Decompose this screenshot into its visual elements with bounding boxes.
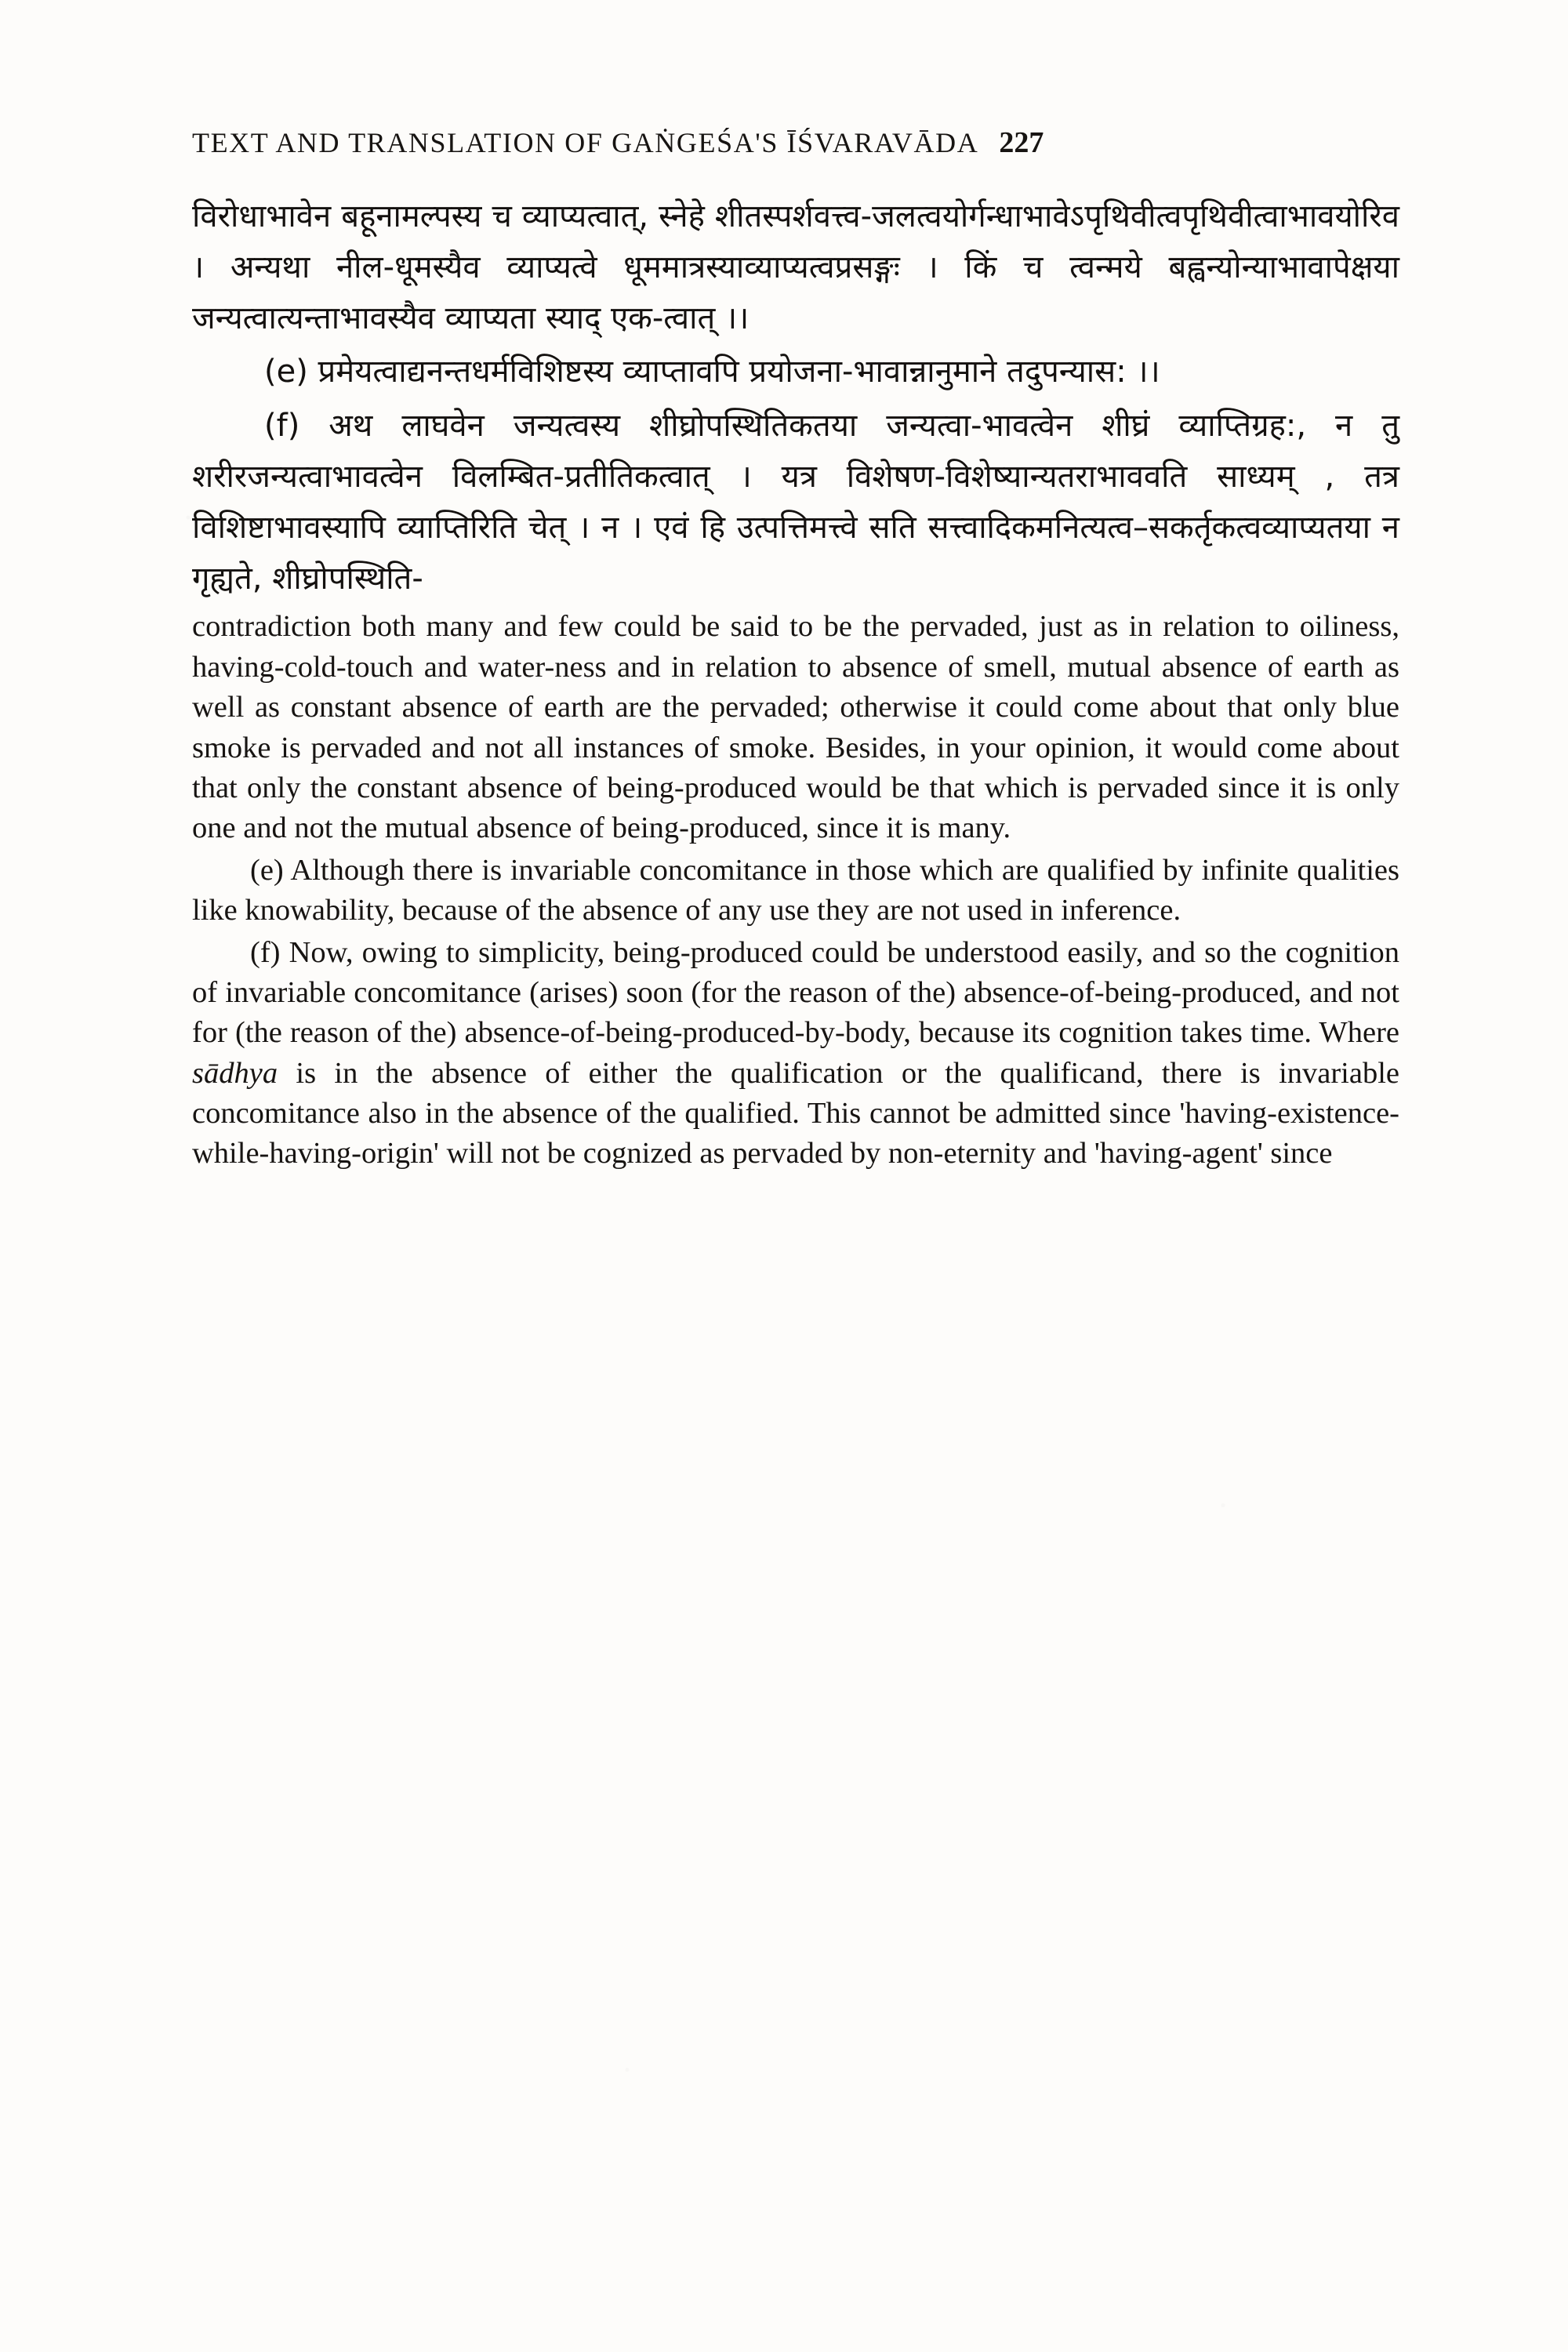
- translation-paragraph-continuation: contradiction both many and few could be said to be the pervaded, just as in relation to oiliness, having-cold-touch and water-ness and in relation to absence of smell, mutual absence of earth as well as constant absence of earth are the pervaded; otherwise it could come about that only blue smoke is pervaded and not all instances of smoke. Besides, in your opinion, it would come about that only the constant absence of being-produced would be that which is pervaded since it is only one and not the mutual absence of being-produced, since it is many.: [192, 610, 1399, 845]
- translation-paragraph-e: (e) Although there is invariable concomitance in those which are qualified by infinite qualities like knowability, because of the absence of any use they are not used in inference.: [192, 853, 1399, 927]
- page-content: [192, 125, 1399, 1176]
- sanskrit-text-block: [192, 191, 1399, 604]
- sanskrit-paragraph-e: (e) प्रमेयत्वाद्यनन्तधर्मविशिष्टस्य व्याप्तावपि प्रयोजना-भावान्नानुमाने तदुपन्यास: ।।: [264, 354, 1160, 390]
- page-number: 227: [999, 126, 1044, 159]
- translation-f-part1: (f) Now, owing to simplicity, being-produced could be understood easily, and so the cognition of invariable concomitance (arises) soon (for the reason of the) absence-of-being-produced, and not for (the reason of the) absence-of-being-produced-by-body, because its cognition takes time. Where: [192, 935, 1399, 1050]
- running-head: [192, 125, 1399, 160]
- sanskrit-term-sadhya: sādhya: [192, 1056, 278, 1090]
- sanskrit-paragraph: विरोधाभावेन बहूनामल्पस्य च व्याप्यत्वात्, स्नेहे शीतस्पर्शवत्त्व-जलत्वयोर्गन्धाभावेऽपृथिवीत्वपृथिवीत्वाभावयोरिव । अन्यथा नील-धूमस्यैव व्याप्यत्वे धूममात्रस्याव्याप्यत्वप्रसङ्गः । किं च त्वन्मये बह्वन्योन्याभावापेक्षया जन्यत्वात्यन्ताभावस्यैव व्याप्यता स्याद् एक-त्वात् ।।: [192, 198, 1399, 336]
- english-translation-block: [192, 607, 1399, 1174]
- translation-f-part2: is in the absence of either the qualification or the qualificand, there is invariable concomitance also in the absence of the qualified. This cannot be admitted since 'having-existence-while-having-origin' will not be cognized as pervaded by non-eternity and 'having-agent' since: [192, 1056, 1399, 1171]
- translation-paragraph-f: [192, 933, 1399, 1174]
- sanskrit-paragraph-f: (f) अथ लाघवेन जन्यत्वस्य शीघ्रोपस्थितिकतया जन्यत्वा-भावत्वेन शीघ्रं व्याप्तिग्रह:, न तु शरीरजन्यत्वाभावत्वेन विलम्बित-प्रतीतिकत्वात् । यत्र विशेषण-विशेष्यान्यतराभाववति साध्यम् , तत्र विशिष्टाभावस्यापि व्याप्तिरिति चेत् । न । एवं हि उत्पत्तिमत्त्वे सति सत्त्वादिकमनित्यत्व–सकर्तृकत्वव्याप्यतया न गृह्यते, शीघ्रोपस्थिति-: [192, 408, 1399, 597]
- running-head-title: TEXT AND TRANSLATION OF GAṄGEŚA'S ĪŚVARAVĀDA: [192, 127, 979, 158]
